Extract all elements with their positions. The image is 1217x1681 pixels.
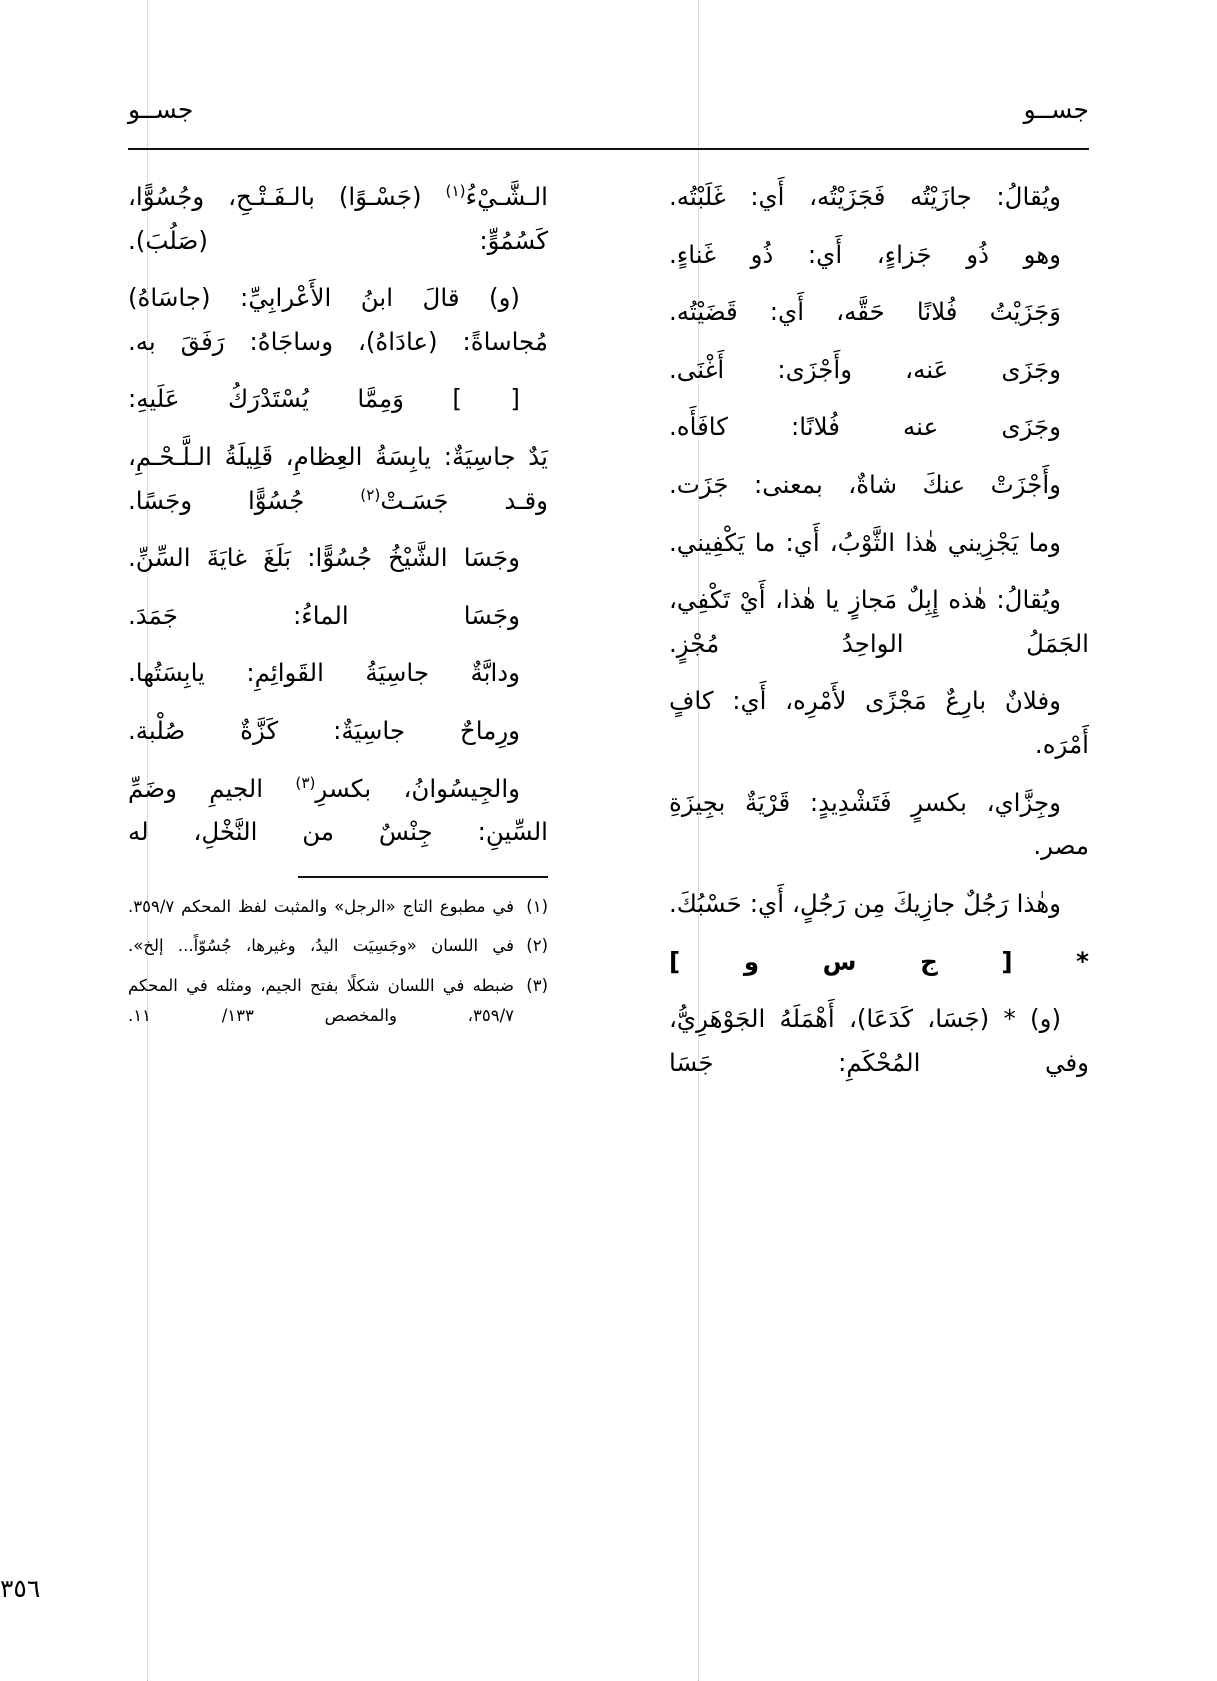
footnote-text: في مطبوع التاج «الرجل» والمثبت لفظ المحكم ٣٥٩/٧. xyxy=(128,896,514,916)
paragraph: وجَسَا الماءُ: جَمَدَ. xyxy=(128,600,520,630)
paragraph: (و) قالَ ابنُ الأَعْرابِيِّ: (جاسَاهُ) مُجاساةً: (عادَاهُ)، وساجَاهُ: رَفَقَ به. xyxy=(128,283,548,356)
paragraph: ويُقالُ: هٰذه إِبِلٌ مَجازٍ يا هٰذا، أَيْ تَكْفِي، الجَمَلُ الواحِدُ مُجْزٍ. xyxy=(669,585,1089,658)
footnote-rule xyxy=(298,876,548,878)
paragraph: وهٰذا رَجُلٌ جازِيكَ مِن رَجُلٍ، أَي: حَسْبُكَ. xyxy=(669,888,1061,918)
entry-headword: * [ ج س و ] xyxy=(669,946,1089,976)
paragraph: [ ] وَمِمَّا يُسْتَدْرَكُ عَلَيهِ: xyxy=(128,384,520,414)
paragraph: وَجَزَيْتُ فُلانًا حَقَّه، أَي: قَضَيْتُه. xyxy=(669,297,1061,327)
footnotes xyxy=(128,892,548,1032)
footnote-number: (٣) xyxy=(526,975,548,995)
paragraph: ويُقالُ: جازَيْتُه فَجَزَيْتُه، أَي: غَلَبْتُه. xyxy=(669,182,1061,211)
column-right xyxy=(669,175,1089,1098)
column-left xyxy=(128,175,548,1041)
paragraph: وأَجْزَتْ عنكَ شاةٌ، بمعنى: جَزَت. xyxy=(669,470,1061,500)
header-rule xyxy=(128,148,1089,150)
paragraph: (و) * (جَسَا، كَدَعَا)، أَهْمَلَهُ الجَوْهَرِيُّ، وفي المُحْكَمِ: جَسَا xyxy=(669,1004,1089,1077)
running-head-right: جســو xyxy=(1023,95,1089,124)
running-head-left: جســو xyxy=(128,95,194,124)
paragraph: وفلانٌ بارِعٌ مَجْزًى لأَمْرِه، أَي: كافٍ أَمْرَه. xyxy=(669,686,1089,760)
footnote-item xyxy=(128,892,548,923)
paragraph: ورِماحٌ جاسِيَةٌ: كَزَّةٌ صُلْبة. xyxy=(128,716,520,746)
paragraph: وجِزَّاي، بكسرٍ فَتَشْدِيدٍ: قَرْيَةٌ بجِيزَةِ مصر. xyxy=(669,787,1089,861)
paragraph: وجَسَا الشَّيْخُ جُسُوًّا: بَلَغَ غايَةَ السِّنِّ. xyxy=(128,543,520,573)
paragraph: وهو ذُو جَزاءٍ، أَي: ذُو غَناءٍ. xyxy=(669,239,1061,269)
footnote-number: (١) xyxy=(526,896,548,916)
paragraph: يَدٌ جاسِيَةٌ: يابِسَةُ العِظامِ، قَلِيلَةُ الـلَّـحْـمِ، وقـد جَسَـتْ$^{(٢)}$ جُسُوًّا وجَسًا. xyxy=(128,442,548,515)
paragraph: وما يَجْزِيني هٰذا الثَّوْبُ، أَي: ما يَكْفِيني. xyxy=(669,527,1061,557)
paragraph: والجِيسُوانُ، بكسرِ$^{(٣)}$ الجيمِ وضَمِّ السِّينِ: جِنْسٌ من النَّخْلِ، له xyxy=(128,773,548,847)
running-head xyxy=(128,95,1089,129)
footnote-item xyxy=(128,931,548,962)
paragraph: الـشَّـيْءُ$^{(١)}$ (جَسْـوًا) بالـفَـتْـحِ، وجُسُوًّا، كَسُمُوٍّ: (صَلُبَ). xyxy=(128,181,548,255)
footnote-text: ضبطه في اللسان شكلًا بفتح الجيم، ومثله في المحكم ٣٥٩/٧، والمخصص ١٣٣/ ١١. xyxy=(128,975,515,1026)
paragraph: وجَزَى عنه فُلانًا: كافَأَه. xyxy=(669,412,1061,442)
footnote-item xyxy=(128,971,548,1032)
paragraph: وجَزَى عَنه، وأَجْزَى: أَغْنَى. xyxy=(669,354,1061,384)
footnote-number: (٢) xyxy=(526,936,548,956)
page-number: ٣٥٦ xyxy=(0,1574,41,1603)
paragraph: ودابَّةٌ جاسِيَةُ القَوائِمِ: يابِسَتُها. xyxy=(128,658,520,688)
footnote-text: في اللسان «وجَسِيَت اليدُ، وغيرها، جُسُوّاً... إلخ». xyxy=(128,936,514,956)
